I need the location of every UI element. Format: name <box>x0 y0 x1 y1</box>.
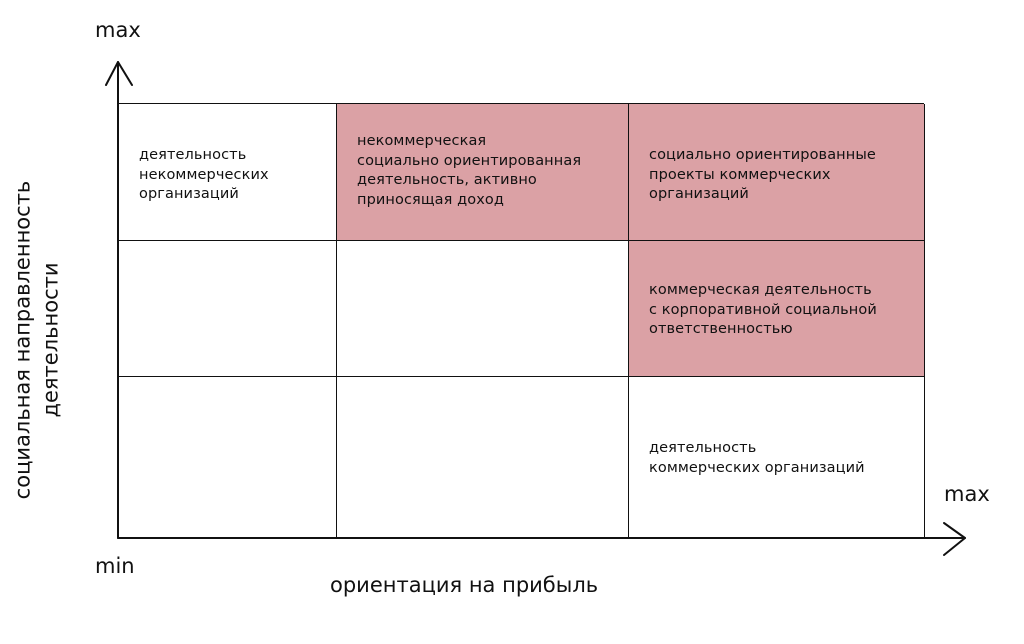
cell-r2c2 <box>337 241 629 377</box>
x-axis-title: ориентация на прибыль <box>330 573 599 597</box>
cell-r1c2-text: некоммерческая социально ориентированная деятельность, активно приносящая доход <box>357 133 582 208</box>
cell-r1c1 <box>119 104 337 241</box>
matrix-grid <box>118 103 924 538</box>
y-axis-min-label: min <box>95 554 135 578</box>
y-axis-title: социальная направленность деятельности <box>10 180 63 500</box>
cell-r2c1 <box>119 241 337 377</box>
cell-r1c1-text: деятельность некоммерческих организаций <box>139 147 269 203</box>
x-axis-max-label: max <box>944 482 990 506</box>
cell-r1c2 <box>337 104 629 241</box>
cell-r3c1 <box>119 377 337 539</box>
cell-r3c3 <box>629 377 925 539</box>
cell-r1c3 <box>629 104 925 241</box>
cell-r2c3 <box>629 241 925 377</box>
cell-r3c2 <box>337 377 629 539</box>
cell-r1c3-text: социально ориентированные проекты коммерческих организаций <box>649 147 876 203</box>
y-axis-max-label: max <box>95 18 141 42</box>
cell-r3c3-text: деятельность коммерческих организаций <box>649 440 865 476</box>
cell-r2c3-text: коммерческая деятельность с корпоративной социальной ответственностью <box>649 282 877 338</box>
